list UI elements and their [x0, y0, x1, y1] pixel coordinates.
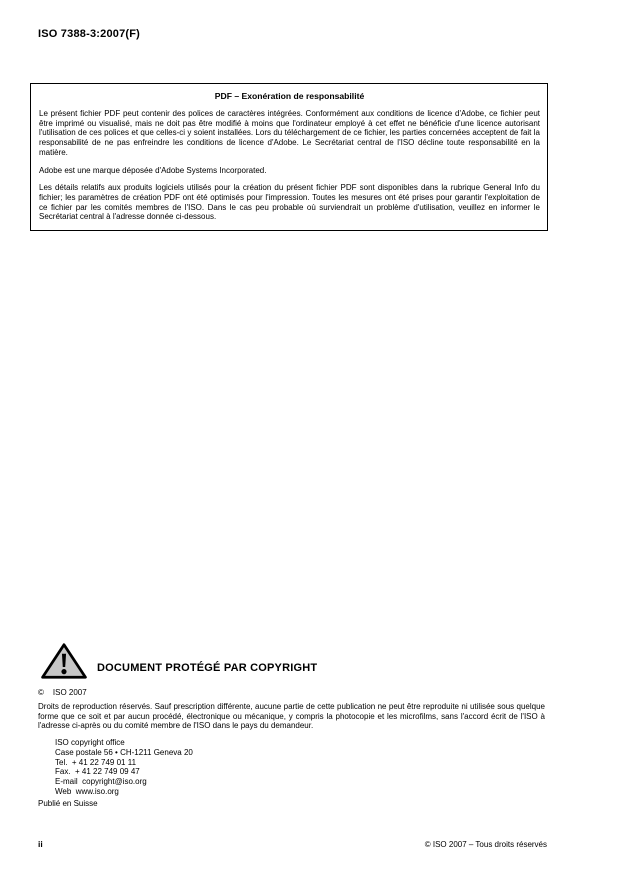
warning-triangle-icon [40, 642, 88, 680]
address-postal-line: Case postale 56 • CH-1211 Geneva 20 [55, 747, 193, 757]
address-web-line: Web www.iso.org [55, 786, 119, 796]
address-email-line: E-mail copyright@iso.org [55, 777, 147, 787]
copyright-symbol: © [38, 688, 44, 697]
disclaimer-paragraph-1: Le présent fichier PDF peut contenir des polices de caractères intégrées. Conformément aux conditions de licence d'Adobe, ce fichier peut être imprimé ou visualisé, mais ne doit pas être modifié à moins que l'ordinateur employé à cet effet ne bénéficie d'une licence autorisant l'utilisation de ces polices et que celles-ci y soient installées. Lors du téléchargement de ce fichier, les parties concernées acceptent de fait la responsabilité de ne pas enfreindre les conditions de licence d'Adobe. Le Secrétariat central de l'ISO décline toute responsabilité en la matière. [39, 109, 540, 157]
published-in-line: Publié en Suisse [38, 799, 98, 808]
pdf-disclaimer-box [30, 83, 548, 231]
copyright-heading: DOCUMENT PROTÉGÉ PAR COPYRIGHT [97, 662, 318, 674]
disclaimer-title: PDF – Exonération de responsabilité [214, 91, 365, 101]
address-tel-line: Tel. + 41 22 749 01 11 [55, 757, 137, 767]
footer-copyright: © ISO 2007 – Tous droits réservés [424, 840, 547, 849]
disclaimer-paragraph-2: Adobe est une marque déposée d'Adobe Systems Incorporated. [39, 165, 267, 175]
copyright-body-text: Droits de reproduction réservés. Sauf prescription différente, aucune partie de cette publication ne peut être reproduite ni utilisée sous quelque forme que ce soit et par aucun procédé, électronique ou mécanique, y compris la photocopie et les microfilms, sans l'accord écrit de l'ISO à l'adresse ci-après ou du comité membre de l'ISO dans le pays du demandeur. [38, 702, 545, 731]
page-number: ii [38, 839, 43, 849]
iso-address-block [55, 738, 193, 797]
document-reference: ISO 7388-3:2007(F) [38, 28, 141, 40]
copyright-year: ISO 2007 [52, 688, 87, 697]
disclaimer-paragraph-3: Les détails relatifs aux produits logiciels utilisés pour la création du présent fichier PDF sont disponibles dans la rubrique General Info du fichier; les paramètres de création PDF ont été optimisés pour l'impression. Toutes les mesures ont été prises pour garantir l'exploitation de ce fichier par les comités membres de l'ISO. Dans le cas peu probable où surviendrait un problème d'utilisation, veuillez en informer le Secrétariat central à l'adresse donnée ci-dessous. [39, 183, 540, 222]
copyright-notice [38, 688, 87, 697]
address-office-line: ISO copyright office [55, 738, 125, 747]
address-fax-line: Fax. + 41 22 749 09 47 [55, 767, 140, 777]
